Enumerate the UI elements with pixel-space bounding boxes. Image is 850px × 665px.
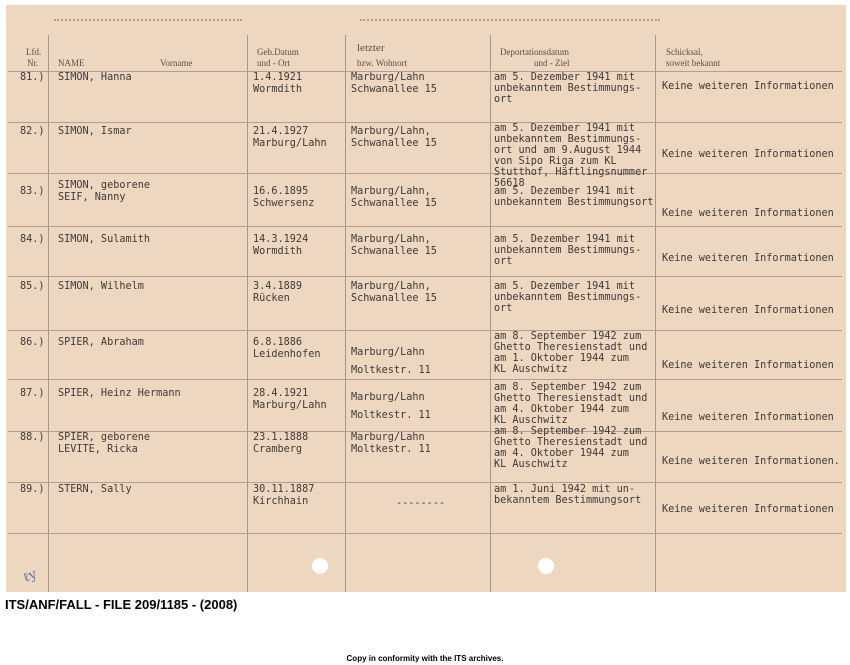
deportation-info: 56618	[494, 178, 525, 189]
header-nr: Nr.	[27, 58, 39, 68]
fate-info: Keine weiteren Informationen	[662, 360, 834, 371]
row-number: 89.)	[20, 484, 45, 495]
header-fate: Schicksal,	[666, 47, 703, 57]
header-last-residence: letzter	[357, 42, 385, 54]
residence: Schwanallee 15	[351, 246, 437, 257]
fate-info: Keine weiteren Informationen	[662, 253, 834, 264]
birth-info: 6.8.1886	[253, 337, 303, 348]
column-divider	[48, 35, 49, 592]
residence: Schwanallee 15	[351, 198, 437, 209]
person-name: LEVITE, Ricka	[58, 444, 138, 455]
residence: --------	[396, 498, 446, 509]
residence: Marburg/Lahn,	[351, 186, 431, 197]
deportation-info: am 8. September 1942 zum	[494, 382, 642, 393]
deportation-info: von Sipo Riga zum KL	[494, 156, 617, 167]
birth-info: 1.4.1921	[253, 72, 303, 83]
header-deportation-target: und - Ziel	[534, 58, 570, 68]
fate-info: Keine weiteren Informationen	[662, 208, 834, 219]
column-divider	[345, 35, 346, 592]
header-vorname: Vorname	[160, 58, 193, 68]
birth-info: Schwersenz	[253, 198, 315, 209]
deportation-info: am 1. Oktober 1944 zum	[494, 353, 629, 364]
birth-info: Marburg/Lahn	[253, 400, 327, 411]
column-divider	[247, 35, 248, 592]
deportation-info: am 5. Dezember 1941 mit	[494, 72, 636, 83]
residence: Moltkestr. 11	[351, 410, 431, 421]
birth-info: Cramberg	[253, 444, 303, 455]
birth-info: Leidenhofen	[253, 349, 321, 360]
residence: Moltkestr. 11	[351, 365, 431, 376]
row-divider	[8, 379, 842, 380]
row-number: 81.)	[20, 72, 45, 83]
row-divider	[8, 122, 842, 123]
birth-info: Kirchhain	[253, 496, 309, 507]
deportation-info: ort und am 9.August 1944	[494, 145, 642, 156]
birth-info: 30.11.1887	[253, 484, 315, 495]
row-number: 83.)	[20, 186, 45, 197]
person-name: SIMON, Hanna	[58, 72, 132, 83]
residence: Marburg/Lahn	[351, 392, 425, 403]
deportation-info: am 8. September 1942 zum	[494, 331, 642, 342]
document-card	[6, 5, 846, 592]
birth-info: 16.6.1895	[253, 186, 309, 197]
deportation-info: ort	[494, 303, 513, 314]
residence: Marburg/Lahn	[351, 72, 425, 83]
row-divider	[8, 533, 842, 534]
deportation-info: am 5. Dezember 1941 mit	[494, 234, 636, 245]
header-birth-date: Geb.Datum	[257, 47, 299, 57]
fate-info: Keine weiteren Informationen.	[662, 456, 840, 467]
residence: Schwanallee 15	[351, 293, 437, 304]
deportation-info: am 5. Dezember 1941 mit	[494, 281, 636, 292]
residence: Marburg/Lahn	[351, 347, 425, 358]
deportation-info: KL Auschwitz	[494, 415, 568, 426]
column-divider	[655, 35, 656, 592]
person-name: STERN, Sally	[58, 484, 132, 495]
deportation-info: am 8. September 1942 zum	[494, 426, 642, 437]
row-number: 87.)	[20, 388, 45, 399]
deportation-info: am 4. Oktober 1944 zum	[494, 448, 629, 459]
birth-info: 23.1.1888	[253, 432, 309, 443]
person-name: SPIER, Heinz Hermann	[58, 388, 181, 399]
residence: Moltkestr. 11	[351, 444, 431, 455]
birth-info: 28.4.1921	[253, 388, 309, 399]
document-reference: ITS/ANF/FALL - FILE 209/1185 - (2008)	[5, 597, 238, 612]
residence: Marburg/Lahn,	[351, 234, 431, 245]
punch-hole	[312, 558, 328, 574]
deportation-info: unbekanntem Bestimmungs-	[494, 245, 642, 256]
residence: Schwanallee 15	[351, 84, 437, 95]
row-divider	[8, 482, 842, 483]
header-fate-known: soweit bekannt	[666, 58, 721, 68]
birth-info: 21.4.1927	[253, 126, 309, 137]
deportation-info: am 4. Oktober 1944 zum	[494, 404, 629, 415]
deportation-info: ort	[494, 94, 513, 105]
deportation-info: Ghetto Theresienstadt und	[494, 437, 648, 448]
row-divider	[8, 226, 842, 227]
fate-info: Keine weiteren Informationen	[662, 504, 834, 515]
row-number: 84.)	[20, 234, 45, 245]
person-name: SIMON, Sulamith	[58, 234, 151, 245]
person-name: SPIER, geborene	[58, 432, 151, 443]
birth-info: Rücken	[253, 293, 290, 304]
deportation-info: Stutthof, Häftlingsnummer	[494, 167, 648, 178]
row-divider	[8, 330, 842, 331]
deportation-info: KL Auschwitz	[494, 459, 568, 470]
person-name: SIMON, Wilhelm	[58, 281, 144, 292]
deportation-info: ort	[494, 256, 513, 267]
column-divider	[490, 35, 491, 592]
deportation-info: am 5. Dezember 1941 mit	[494, 186, 636, 197]
deportation-info: am 1. Juni 1942 mit un-	[494, 484, 636, 495]
residence: Marburg/Lahn	[351, 432, 425, 443]
deportation-info: unbekanntem Bestimmungs-	[494, 134, 642, 145]
archive-footer-note: Copy in conformity with the ITS archives.	[346, 654, 504, 663]
header-residence: bzw. Wohnort	[357, 58, 408, 68]
header-lfd: Lfd.	[26, 47, 42, 57]
fate-info: Keine weiteren Informationen	[662, 305, 834, 316]
row-number: 85.)	[20, 281, 45, 292]
dotted-line-right	[360, 19, 660, 21]
header-birth-place: und - Ort	[257, 58, 290, 68]
row-divider	[8, 276, 842, 277]
deportation-info: unbekanntem Bestimmungsort	[494, 197, 654, 208]
birth-info: 14.3.1924	[253, 234, 309, 245]
fate-info: Keine weiteren Informationen	[662, 149, 834, 160]
deportation-info: unbekanntem Bestimmungs-	[494, 83, 642, 94]
birth-info: Wormdith	[253, 84, 303, 95]
birth-info: Marburg/Lahn	[253, 138, 327, 149]
dotted-line-left	[54, 19, 242, 21]
row-number: 86.)	[20, 337, 45, 348]
fate-info: Keine weiteren Informationen	[662, 412, 834, 423]
person-name: SIMON, geborene	[58, 180, 151, 191]
residence: Schwanallee 15	[351, 138, 437, 149]
deportation-info: Ghetto Theresienstadt und	[494, 342, 648, 353]
birth-info: 3.4.1889	[253, 281, 303, 292]
header-name: NAME	[58, 58, 85, 68]
row-number: 82.)	[20, 126, 45, 137]
person-name: SEIF, Nanny	[58, 192, 126, 203]
deportation-info: KL Auschwitz	[494, 364, 568, 375]
deportation-info: Ghetto Theresienstadt und	[494, 393, 648, 404]
handwritten-mark: ℓy	[20, 566, 40, 587]
deportation-info: bekanntem Bestimmungsort	[494, 495, 642, 506]
deportation-info: am 5. Dezember 1941 mit	[494, 123, 636, 134]
birth-info: Wormdith	[253, 246, 303, 257]
row-divider	[8, 173, 842, 174]
person-name: SPIER, Abraham	[58, 337, 144, 348]
residence: Marburg/Lahn,	[351, 126, 431, 137]
header-rule	[8, 71, 842, 72]
residence: Marburg/Lahn,	[351, 281, 431, 292]
row-number: 88.)	[20, 432, 45, 443]
deportation-info: unbekanntem Bestimmungs-	[494, 292, 642, 303]
person-name: SIMON, Ismar	[58, 126, 132, 137]
header-deportation-date: Deportationsdatum	[500, 47, 569, 57]
fate-info: Keine weiteren Informationen	[662, 81, 834, 92]
punch-hole	[538, 558, 554, 574]
